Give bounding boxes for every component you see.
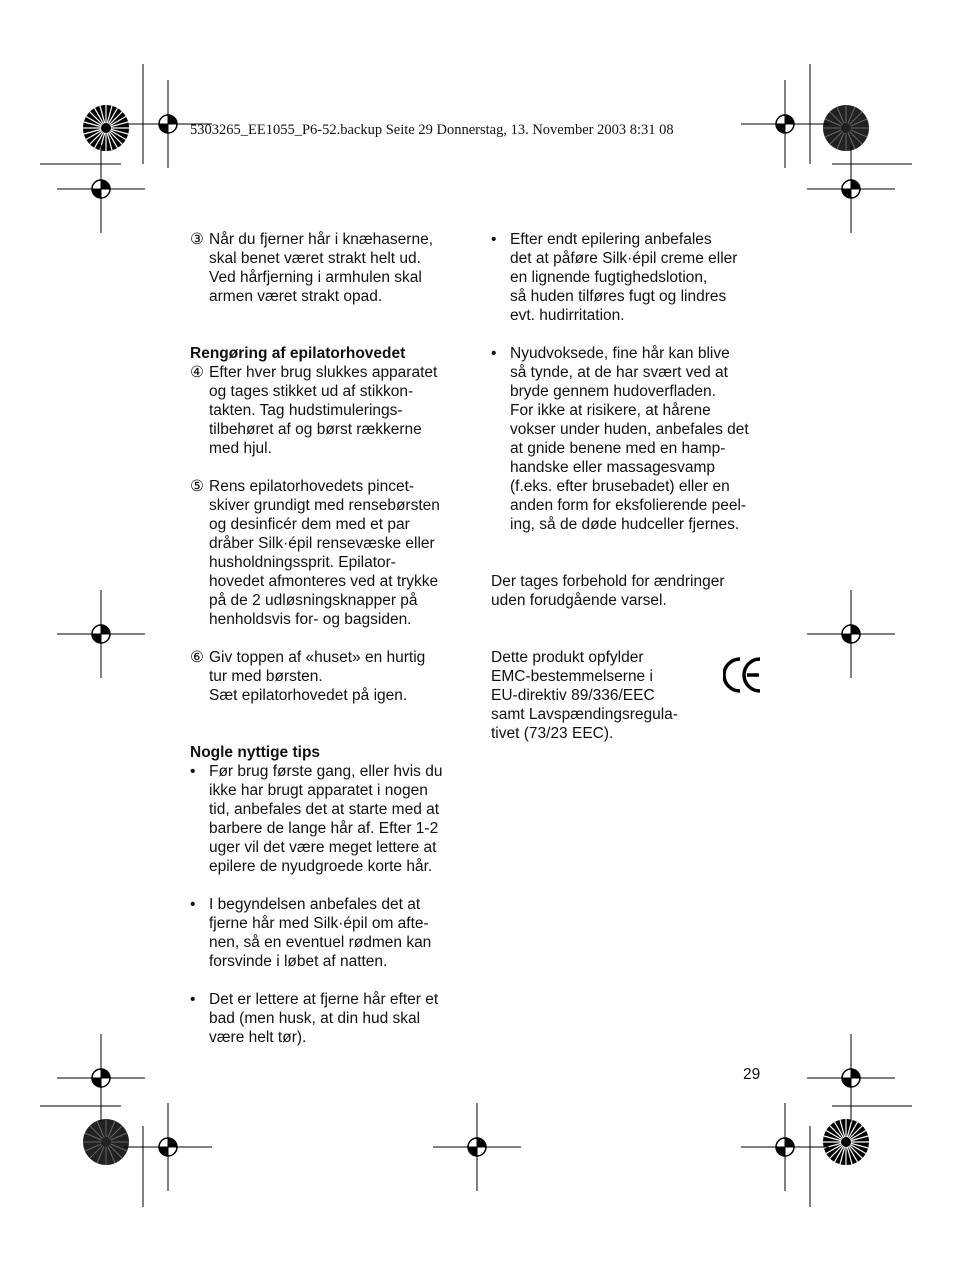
tip-item bbox=[491, 344, 766, 534]
text-line: en lignende fugtighedslotion, bbox=[510, 269, 708, 286]
reservation-note bbox=[491, 572, 766, 610]
text-line: Før brug første gang, eller hvis du bbox=[209, 763, 443, 780]
bullet: • bbox=[491, 345, 497, 362]
text-line: Efter hver brug slukkes apparatet bbox=[209, 364, 438, 381]
text-line: være helt tør). bbox=[209, 1029, 307, 1046]
text-line: anden form for eksfolierende peel- bbox=[510, 497, 747, 514]
text-line: Ved hårfjerning i armhulen skal bbox=[209, 269, 422, 286]
text-line: samt Lavspændingsregula- bbox=[491, 706, 678, 723]
text-line: og tages stikket ud af stikkon- bbox=[209, 383, 414, 400]
text-line: skiver grundigt med rensebørsten bbox=[209, 497, 440, 514]
text-line: Dette produkt opfylder bbox=[491, 649, 644, 666]
cleaning-heading: Rengøring af epilatorhovedet bbox=[190, 345, 406, 362]
text-line: det at påføre Silk·épil creme eller bbox=[510, 250, 738, 267]
text-line: at gnide benene med en hamp- bbox=[510, 440, 726, 457]
text-line: og desinficér dem med et par bbox=[209, 516, 410, 533]
step-number: ⑥ bbox=[190, 649, 204, 666]
text-line: bryde gennem hudoverfladen. bbox=[510, 383, 716, 400]
text-line: ikke har brugt apparatet i nogen bbox=[209, 782, 428, 799]
text-line: barbere de lange hår af. Efter 1-2 bbox=[209, 820, 439, 837]
step-6 bbox=[190, 648, 465, 705]
text-line: For ikke at risikere, at hårene bbox=[510, 402, 711, 419]
text-line: husholdningssprit. Epilator- bbox=[209, 554, 396, 571]
step-number: ⑤ bbox=[190, 478, 204, 495]
tip-item bbox=[491, 230, 766, 325]
text-line: tur med børsten. bbox=[209, 668, 323, 685]
bullet: • bbox=[491, 231, 497, 248]
text-line: fjerne hår med Silk·épil om afte- bbox=[209, 915, 429, 932]
text-line: I begyndelsen anbefales det at bbox=[209, 896, 421, 913]
text-line: tivet (73/23 EEC). bbox=[491, 725, 614, 742]
text-line: vokser under huden, anbefales det bbox=[510, 421, 749, 438]
text-line: EU-direktiv 89/336/EEC bbox=[491, 687, 655, 704]
text-line: handske eller massagesvamp bbox=[510, 459, 716, 476]
text-line: nen, så en eventuel rødmen kan bbox=[209, 934, 432, 951]
text-line: Rens epilatorhovedets pincet- bbox=[209, 478, 415, 495]
step-number: ③ bbox=[190, 231, 204, 248]
text-line: takten. Tag hudstimulerings- bbox=[209, 402, 403, 419]
step-5 bbox=[190, 477, 465, 629]
text-line: dråber Silk·épil rensevæske eller bbox=[209, 535, 435, 552]
left-column bbox=[190, 230, 465, 1047]
text-line: epilere de nyudgroede korte hår. bbox=[209, 858, 433, 875]
step-3 bbox=[190, 230, 465, 306]
text-line: tid, anbefales det at starte med at bbox=[209, 801, 440, 818]
text-line: på de 2 udløsningsknapper på bbox=[209, 592, 418, 609]
bullet: • bbox=[190, 991, 196, 1008]
bullet: • bbox=[190, 896, 196, 913]
bullet: • bbox=[190, 763, 196, 780]
page-number: 29 bbox=[743, 1066, 761, 1083]
text-line: så tynde, at de har svært ved at bbox=[510, 364, 728, 381]
text-line: EMC-bestemmelserne i bbox=[491, 668, 653, 685]
text-line: Det er lettere at fjerne hår efter et bbox=[209, 991, 439, 1008]
text-line: skal benet været strakt helt ud. bbox=[209, 250, 421, 267]
text-line: bad (men husk, at din hud skal bbox=[209, 1010, 421, 1027]
tips-heading: Nogle nyttige tips bbox=[190, 744, 321, 761]
tip-item bbox=[190, 990, 465, 1047]
text-line: forsvinde i løbet af natten. bbox=[209, 953, 388, 970]
text-line: Nyudvoksede, fine hår kan blive bbox=[510, 345, 730, 362]
text-line: ing, så de døde hudceller fjernes. bbox=[510, 516, 740, 533]
text-line: henholdsvis for- og bagsiden. bbox=[209, 611, 412, 628]
text-line: Efter endt epilering anbefales bbox=[510, 231, 712, 248]
text-line: uden forudgående varsel. bbox=[491, 592, 667, 609]
text-line: så huden tilføres fugt og lindres bbox=[510, 288, 727, 305]
text-line: uger vil det være meget lettere at bbox=[209, 839, 437, 856]
text-line: Når du fjerner hår i knæhaserne, bbox=[209, 231, 434, 248]
text-line: Der tages forbehold for ændringer bbox=[491, 573, 725, 590]
text-line: med hjul. bbox=[209, 440, 272, 457]
text-line: tilbehøret af og børst rækkerne bbox=[209, 421, 422, 438]
text-line: armen været strakt opad. bbox=[209, 288, 383, 305]
step-number: ④ bbox=[190, 364, 204, 381]
print-header: 5303265_EE1055_P6-52.backup Seite 29 Donnerstag, 13. November 2003 8:31 08 bbox=[190, 122, 674, 138]
text-line: evt. hudirritation. bbox=[510, 307, 625, 324]
text-line: (f.eks. efter brusebadet) eller en bbox=[510, 478, 730, 495]
tip-item bbox=[190, 762, 465, 876]
ce-mark-icon bbox=[723, 655, 763, 695]
text-line: Giv toppen af «huset» en hurtig bbox=[209, 649, 426, 666]
step-4 bbox=[190, 363, 465, 458]
tip-item bbox=[190, 895, 465, 971]
text-line: hovedet afmonteres ved at trykke bbox=[209, 573, 439, 590]
text-line: Sæt epilatorhovedet på igen. bbox=[209, 687, 408, 704]
